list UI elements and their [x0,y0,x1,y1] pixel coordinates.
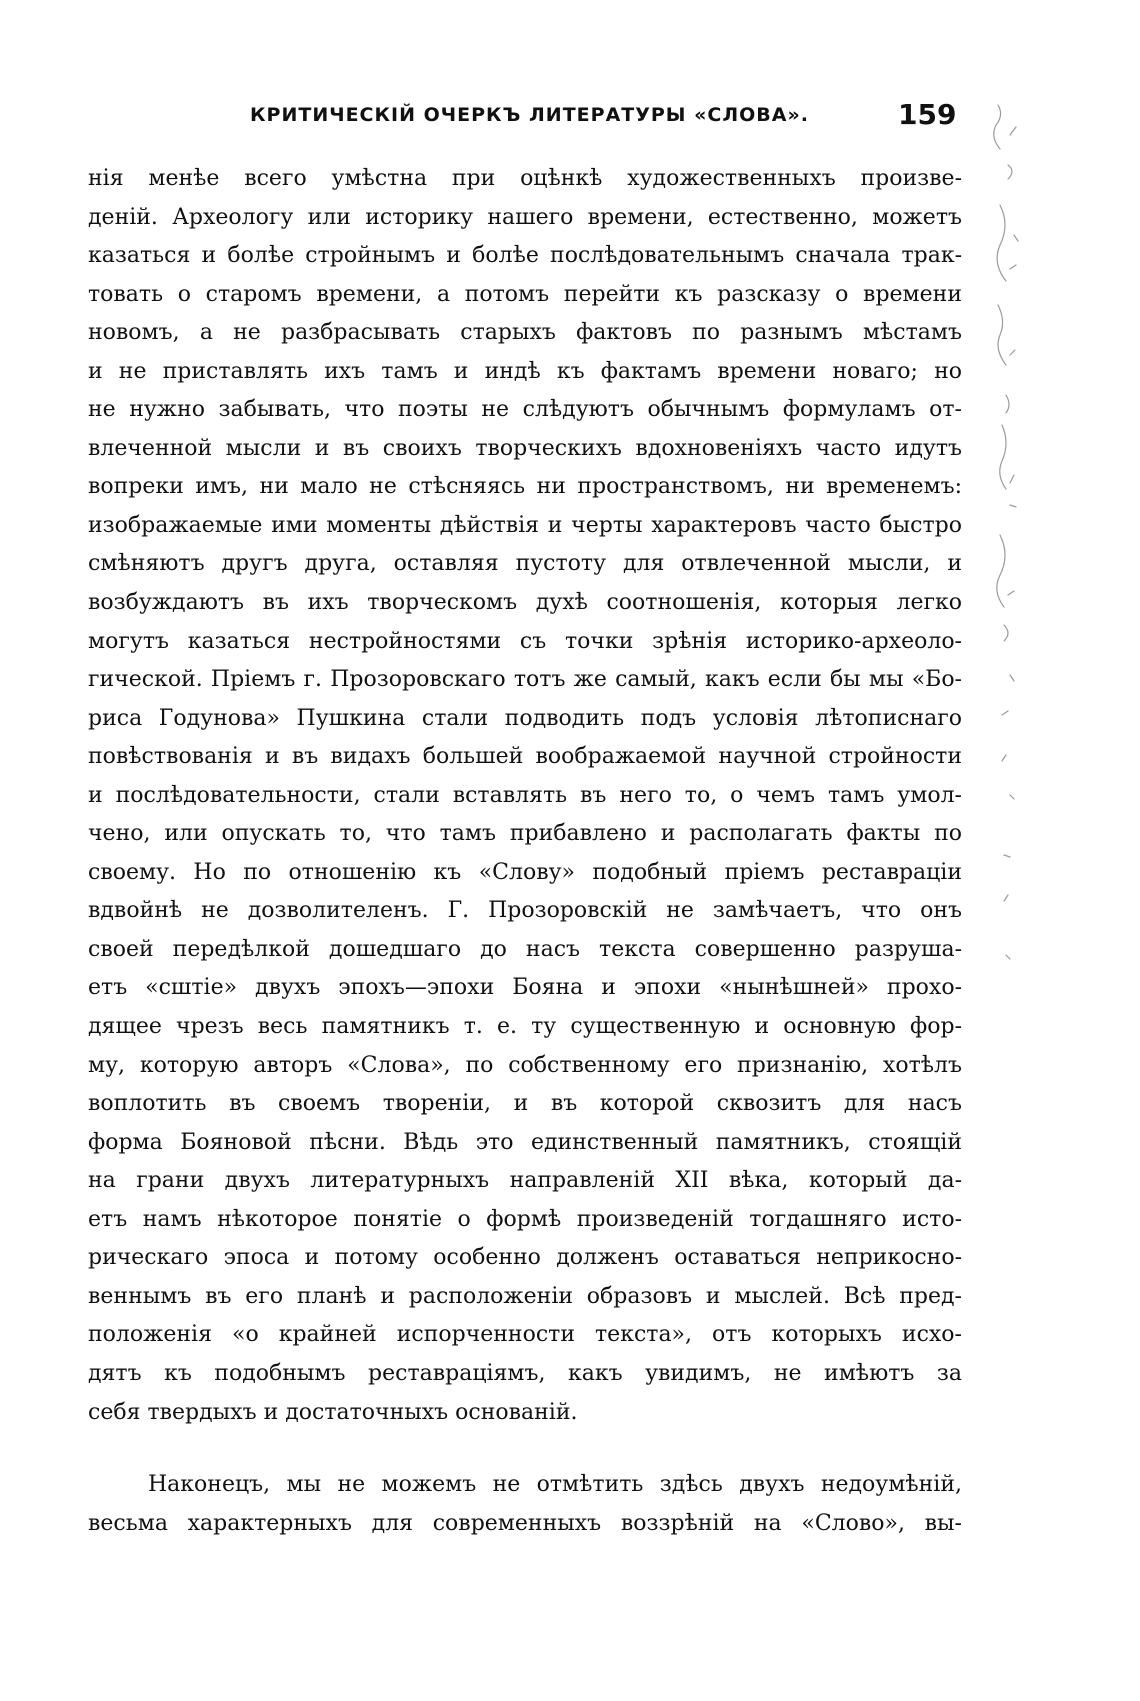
text-line: возбуждаютъ въ ихъ творческомъ духѣ соотношенія, которыя легко [88,590,962,616]
text-line: етъ «сштіе» двухъ эпохъ—эпохи Бояна и эпохи «нынѣшней» прохо- [88,975,962,1001]
margin-pencil-marks [980,95,1040,1095]
text-line: нія менѣе всего умѣстна при оцѣнкѣ художественныхъ произве- [88,166,962,191]
paragraph-1 [88,160,962,1432]
text-line: своей передѣлкой дошедшаго до насъ текста совершенно разруша- [88,936,962,962]
running-title: КРИТИЧЕСКІЙ ОЧЕРКЪ ЛИТЕРАТУРЫ «СЛОВА». [250,104,809,126]
text-line: могутъ казаться нестройностями съ точки зрѣнія историко-археоло- [88,628,962,654]
text-line: своему. Но по отношенію къ «Слову» подобный пріемъ реставраціи [88,859,962,885]
page-number: 159 [898,98,957,131]
text-line: гической. Пріемъ г. Прозоровскаго тотъ же самый, какъ если бы мы «Бо- [88,667,962,693]
text-line: казаться и болѣе стройнымъ и болѣе послѣдовательнымъ сначала трак- [88,243,962,269]
text-line: дятъ къ подобнымъ реставраціямъ, какъ увидимъ, не имѣютъ за [88,1360,962,1386]
body-text [88,160,962,1543]
text-line: деній. Археологу или историку нашего времени, естественно, можетъ [88,204,962,230]
text-line: риса Годунова» Пушкина стали подводить подъ условія лѣтописнаго [88,705,962,731]
text-line: смѣняютъ другъ друга, оставляя пустоту для отвлеченной мысли, и [88,551,962,577]
text-line: и послѣдовательности, стали вставлять въ него то, о чемъ тамъ умол- [88,782,962,808]
text-line: изображаемые ими моменты дѣйствія и черты характеровъ часто быстро [88,512,962,538]
text-line: форма Бояновой пѣсни. Вѣдь это единственный памятникъ, стоящій [88,1129,962,1155]
text-line: не нужно забывать, что поэты не слѣдуютъ обычнымъ формуламъ от- [88,397,962,423]
text-line: товать о старомъ времени, а потомъ перейти къ разсказу о времени [88,281,962,307]
text-line: рическаго эпоса и потому особенно долженъ оставаться неприкосно- [88,1245,962,1271]
text-line: на грани двухъ литературныхъ направленій XII вѣка, который да- [88,1168,962,1194]
text-line: весьма характерныхъ для современныхъ воззрѣній на «Слово», вы- [88,1510,962,1536]
text-line: чено, или опускать то, что тамъ прибавлено и располагать факты по [88,821,962,847]
text-line: и не приставлять ихъ тамъ и индѣ къ фактамъ времени новаго; но [88,358,962,384]
paragraph-gap [88,1432,962,1466]
text-line: положенія «о крайней испорченности текста», отъ которыхъ исхо- [88,1322,962,1348]
text-line: вопреки имъ, ни мало не стѣсняясь ни пространствомъ, ни временемъ: [88,474,962,500]
text-line: му, которую авторъ «Слова», по собственному его признанію, хотѣлъ [88,1052,962,1078]
text-line: себя твердыхъ и достаточныхъ основаній. [88,1399,578,1425]
paragraph-2 [88,1466,962,1543]
text-line: етъ намъ нѣкоторое понятіе о формѣ произведеній тогдашняго исто- [88,1206,962,1232]
pencil-scribble-icon [980,95,1040,1095]
text-line: воплотить въ своемъ твореніи, и въ которой сквозитъ для насъ [88,1091,962,1117]
text-line: вдвойнѣ не дозволителенъ. Г. Прозоровскій не замѣчаетъ, что онъ [88,898,962,924]
text-line: Наконецъ, мы не можемъ не отмѣтить здѣсь двухъ недоумѣній, [148,1472,962,1498]
text-line: влеченной мысли и въ своихъ творческихъ вдохновеніяхъ часто идутъ [88,435,962,461]
text-line: повѣствованія и въ видахъ большей воображаемой научной стройности [88,744,962,770]
text-line: новомъ, а не разбрасывать старыхъ фактовъ по разнымъ мѣстамъ [88,320,962,346]
text-line: веннымъ въ его планѣ и расположеніи образовъ и мыслей. Всѣ пред- [88,1283,962,1309]
text-line: дящее чрезъ весь памятникъ т. е. ту существенную и основную фор- [88,1014,962,1040]
